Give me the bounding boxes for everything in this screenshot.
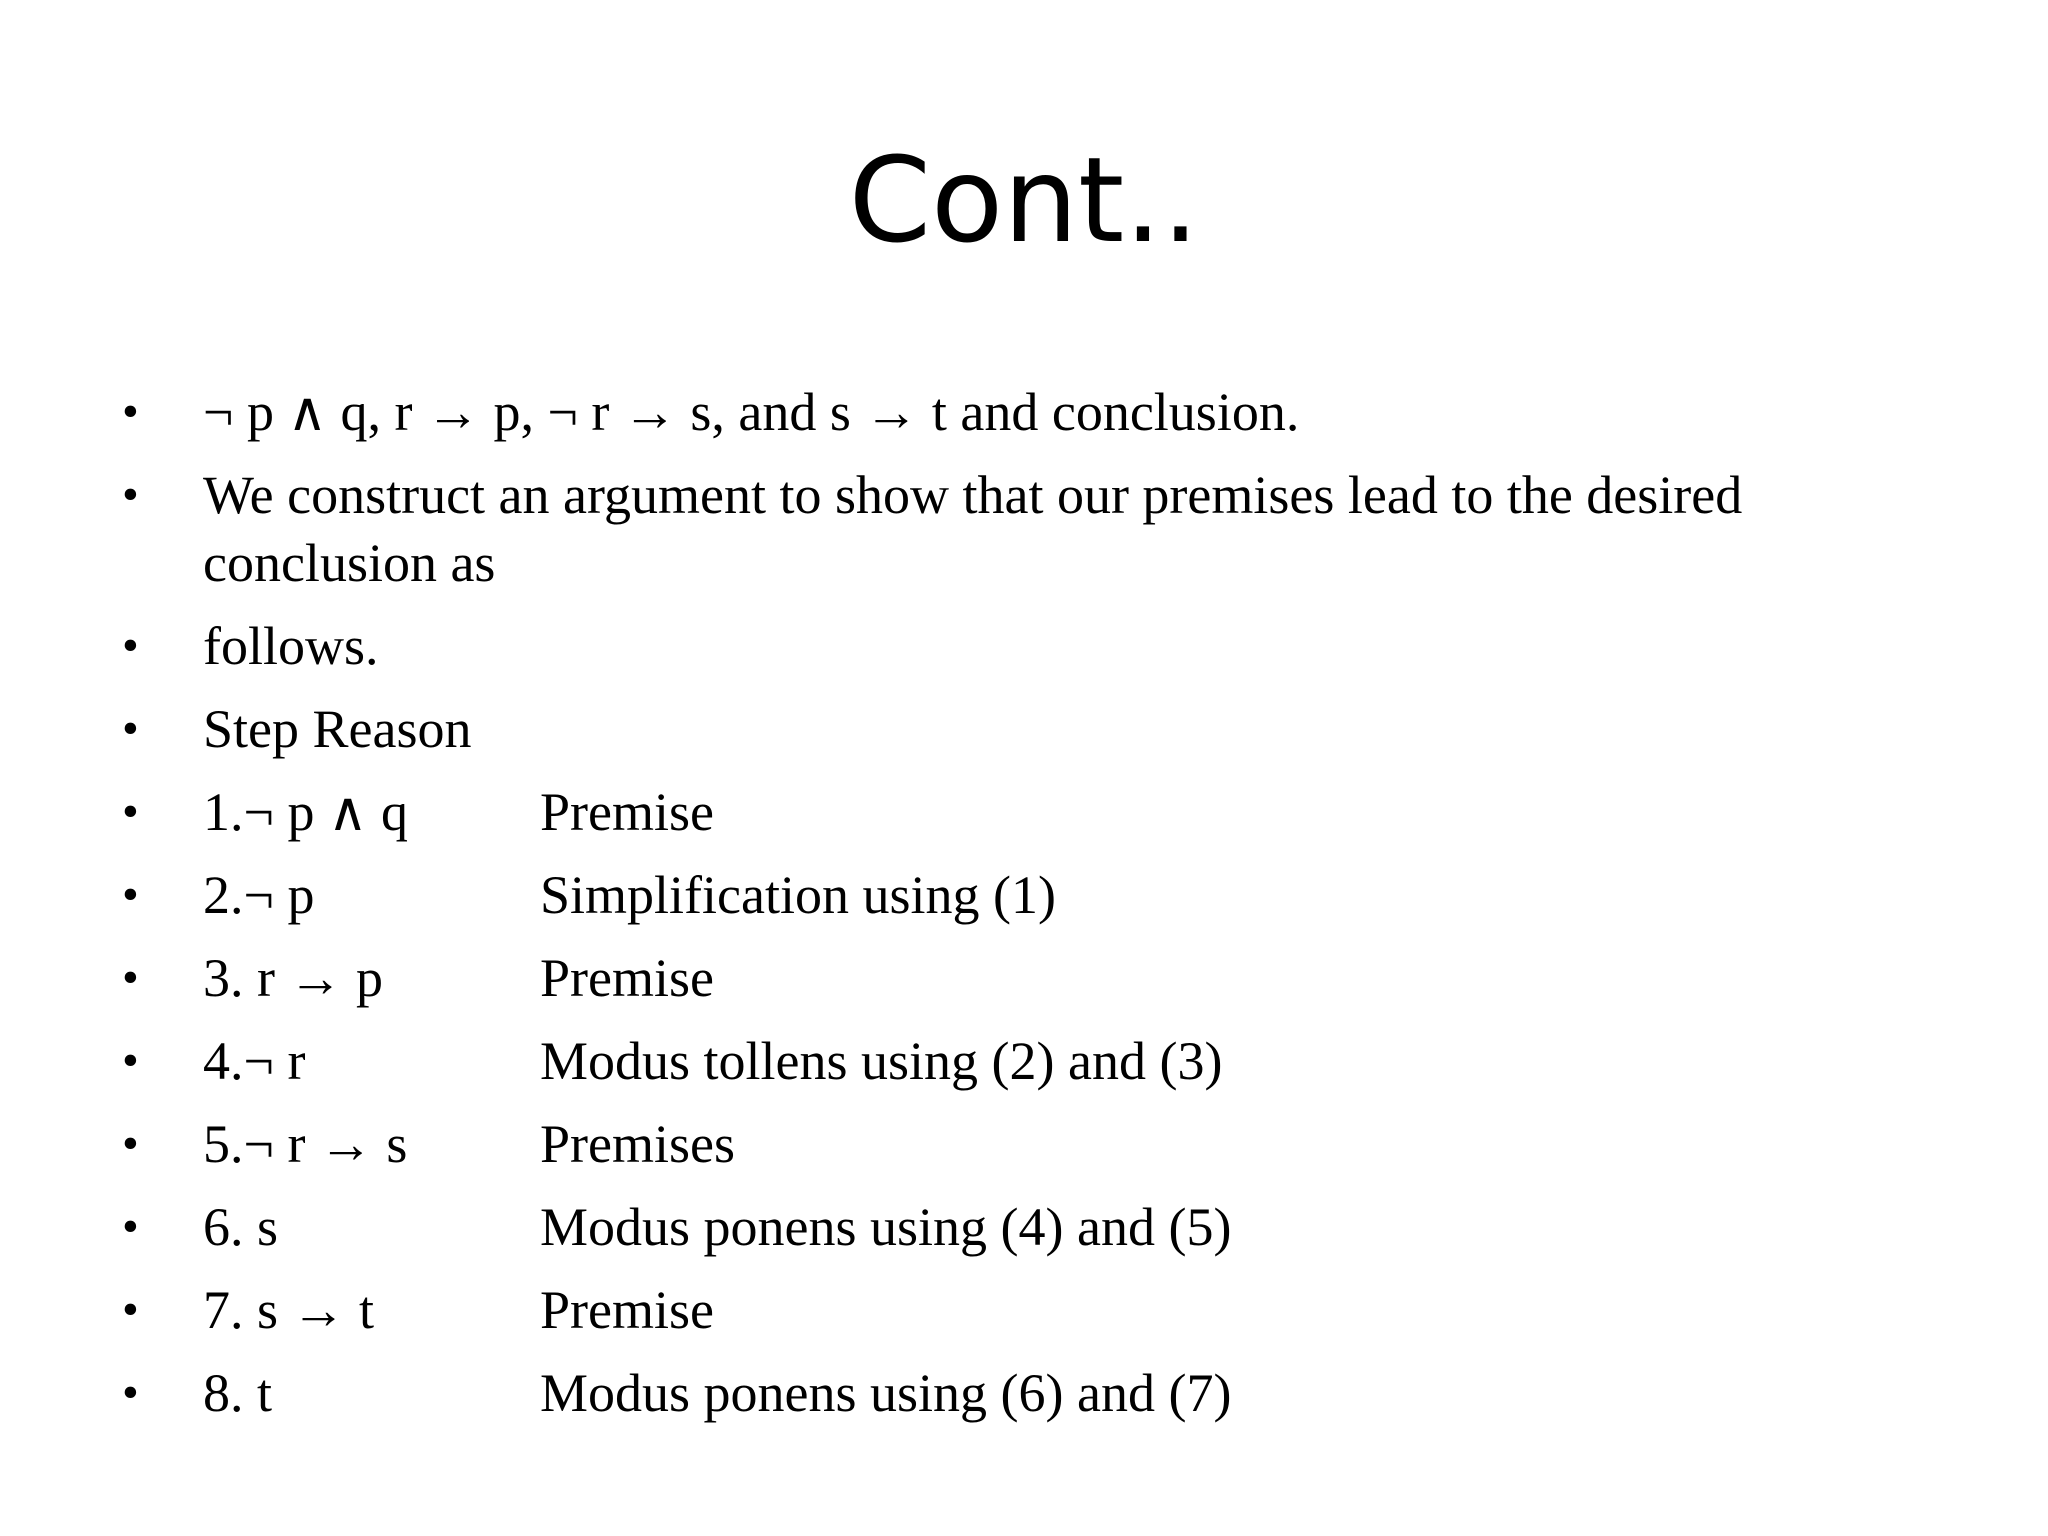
proof-step (0, 1193, 2048, 1261)
step-expression: 7. s → t (203, 1280, 375, 1340)
step-reason: Premise (540, 1280, 714, 1340)
step-expression: 4.¬ r (203, 1031, 306, 1091)
bullet-dot-icon: • (122, 1283, 139, 1336)
step-reason: Modus tollens using (2) and (3) (540, 1031, 1223, 1091)
step-expression: 3. r → p (203, 948, 383, 1008)
step-expression: 6. s (203, 1197, 279, 1257)
proof-step (0, 1276, 2048, 1344)
step-reason: Premises (540, 1114, 735, 1174)
proof-step (0, 861, 2048, 929)
premises-text: ¬ p ∧ q, r → p, ¬ r → s, and s → t and conclusion. (203, 382, 1300, 442)
step-reason: Premise (540, 782, 714, 842)
bullet-list (0, 378, 2048, 1442)
bullet-dot-icon: • (122, 1117, 139, 1170)
step-reason: Modus ponens using (6) and (7) (540, 1363, 1232, 1423)
bullet-item (0, 695, 2048, 763)
proof-step (0, 1027, 2048, 1095)
bullet-dot-icon: • (122, 468, 139, 521)
proof-step (0, 1110, 2048, 1178)
bullet-dot-icon: • (122, 951, 139, 1004)
follows-text: follows. (203, 616, 379, 676)
bullet-dot-icon: • (122, 868, 139, 921)
bullet-dot-icon: • (122, 785, 139, 838)
bullet-item (0, 461, 2048, 597)
step-expression: 8. t (203, 1363, 273, 1423)
bullet-dot-icon: • (122, 385, 139, 438)
proof-step (0, 778, 2048, 846)
bullet-dot-icon: • (122, 1200, 139, 1253)
proof-step (0, 1359, 2048, 1427)
step-expression: 1.¬ p ∧ q (203, 782, 408, 842)
bullet-dot-icon: • (122, 702, 139, 755)
step-reason-header: Step Reason (203, 699, 472, 759)
step-expression: 2.¬ p (203, 865, 315, 925)
slide-title: Cont.. (848, 131, 1200, 269)
step-reason: Simplification using (1) (540, 865, 1056, 925)
bullet-dot-icon: • (122, 1366, 139, 1419)
bullet-item (0, 378, 2048, 446)
step-reason: Premise (540, 948, 714, 1008)
step-expression: 5.¬ r → s (203, 1114, 408, 1174)
bullet-dot-icon: • (122, 619, 139, 672)
argument-text: We construct an argument to show that our premises lead to the desired conclusion as (203, 465, 1743, 593)
bullet-item (0, 612, 2048, 680)
bullet-dot-icon: • (122, 1034, 139, 1087)
proof-step (0, 944, 2048, 1012)
step-reason: Modus ponens using (4) and (5) (540, 1197, 1232, 1257)
